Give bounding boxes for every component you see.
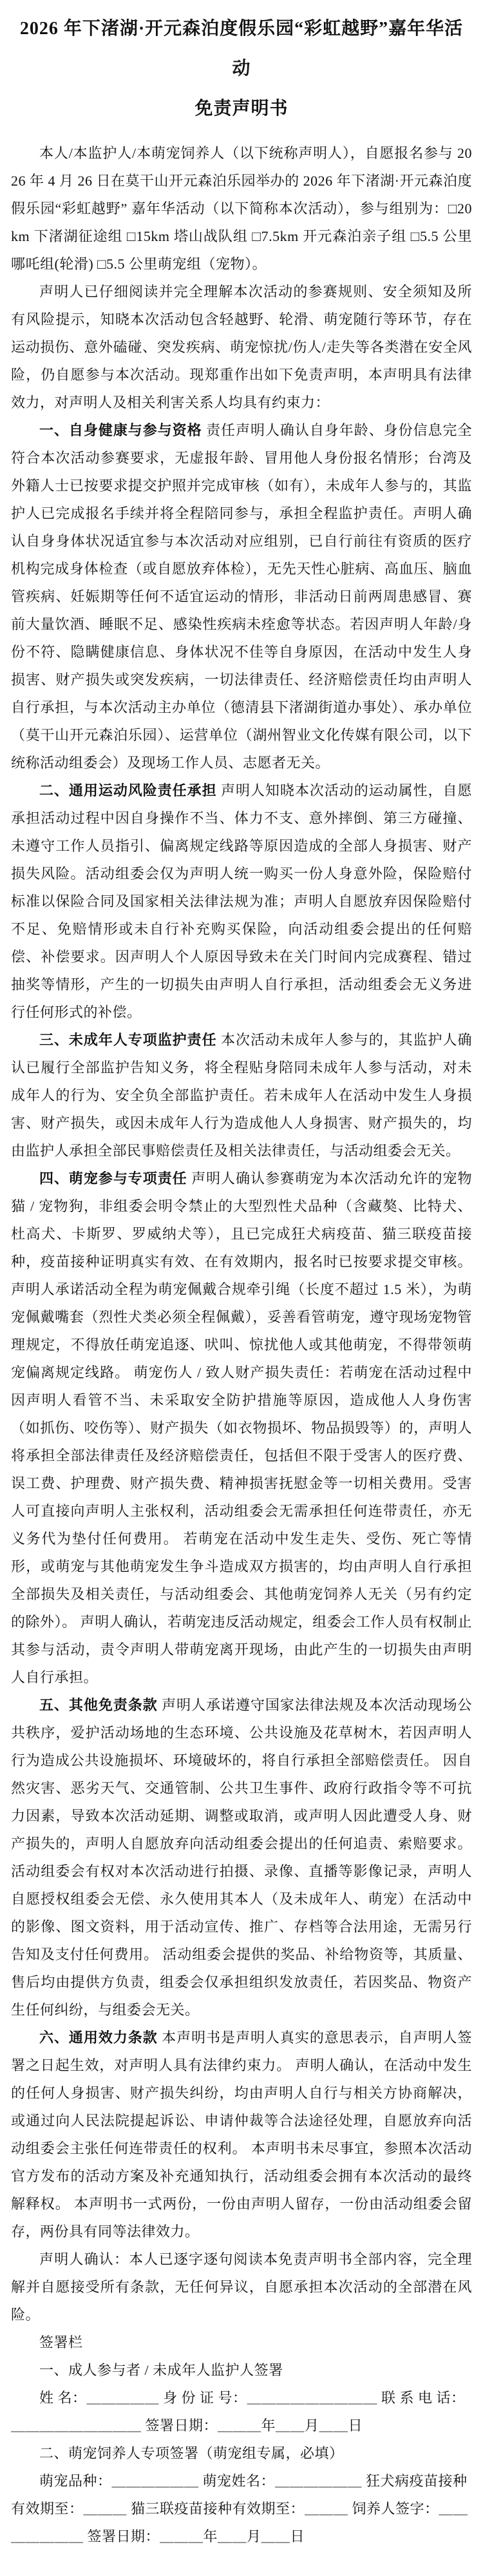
section-heading: 五、其他免责条款 bbox=[39, 1697, 158, 1713]
paragraph: 六、通用效力条款 本声明书是声明人真实的意思表示，自声明人签署之日起生效，对声明人具有法律约束力。 声明人确认，在活动中发生的任何人身损害、财产损失纠纷，均由声明人自行与相关方协商解决，或通过向人民法院提起诉讼、申请仲裁等合法途径处理，自愿放弃向活动组委会主张任何连带责任的权利。 本声明书未尽事宜，参照本次活动官方发布的活动方案及补充通知执行，活动组委会拥有本次活动的最终解释权。 本声明书一式两份，一份由声明人留存，一份由活动组委会留存，两份具有同等法律效力。 bbox=[11, 2029, 472, 2240]
paragraph: 二、通用运动风险责任承担 声明人知晓本次活动的运动属性，自愿承担活动过程中因自身操作不当、体力不支、意外摔倒、第三方碰撞、未遵守工作人员指引、偏离规定线路等原因造成的全部人身损害、财产损失风险。活动组委会仅为声明人统一购买一份人身意外险，保险赔付标准以保险合同及国家相关法律法规为准；声明人自愿放弃因保险赔付不足、免赔情形或未自行补充购买保险，向活动组委会提出的任何赔偿、补偿要求。因声明人个人原因导致未在关门时间内完成赛程、错过抽奖等情形，产生的一切损失由声明人自行承担，活动组委会无义务进行任何形式的补偿。 bbox=[11, 782, 472, 1020]
paragraph: 三、未成年人专项监护责任 本次活动未成年人参与的，其监护人确认已履行全部监护告知义务，将全程贴身陪同未成年人参与活动，对未成年人的行为、安全负全部监护责任。若未成年人在活动中发生人身损害、财产损失，或因未成年人行为造成他人人身损害、财产损失的，均由监护人承担全部民事赔偿责任及相关法律责任，与活动组委会无关。 bbox=[11, 1032, 472, 1159]
paragraph: 一、自身健康与参与资格 责任声明人确认自身年龄、身份信息完全符合本次活动参赛要求，无虚报年龄、冒用他人身份报名情形；台湾及外籍人士已按要求提交护照并完成审核（如有），未成年人参与的，其监护人已完成报名手续并将全程陪同参与，承担全程监护责任。声明人确认自身身体状况适宜参与本次活动对应组别，已自行前往有资质的医疗机构完成身体检查（或自愿放弃体检），无先天性心脏病、高血压、脑血管疾病、妊娠期等任何不适宜运动的情形，非活动日前两周患感冒、赛前大量饮酒、睡眠不足、感染性疾病未痊愈等状态。若因声明人年龄/身份不符、隐瞒健康信息、身体状况不佳等自身原因，在活动中发生人身损害、财产损失或突发疾病，一切法律责任、经济赔偿责任均由声明人自行承担，与本次活动主办单位（德清县下渚湖街道办事处）、承办单位（莫干山开元森泊乐园）、运营单位（湖州智业文化传媒有限公司，以下统称活动组委会）及现场工作人员、志愿者无关。 bbox=[11, 422, 472, 771]
document-title-line1: 2026 年下渚湖·开元森泊度假乐园“彩虹越野”嘉年华活动 bbox=[19, 19, 464, 79]
paragraph-list bbox=[11, 139, 472, 2329]
paragraph: 四、萌宠参与专项责任 声明人确认参赛萌宠为本次活动允许的宠物猫 / 宠物狗，非组委会明令禁止的大型烈性犬品种（含藏獒、比特犬、杜高犬、卡斯罗、罗威纳犬等），且已完成狂犬病疫苗、猫三联疫苗接种，疫苗接种证明真实有效、在有效期内，报名时已按要求提交审核。声明人承诺活动全程为萌宠佩戴合规牵引绳（长度不超过 1.5 米），为萌宠佩戴嘴套（烈性犬类必须全程佩戴），妥善看管萌宠，遵守现场宠物管理规定，不得放任萌宠追逐、吠叫、惊扰他人或其他萌宠，不得带领萌宠偏离规定线路。 萌宠伤人 / 致人财产损失责任：若萌宠在活动过程中因声明人看管不当、未采取安全防护措施等原因，造成他人人身伤害（如抓伤、咬伤等）、财产损失（如衣物损坏、物品损毁等）的，声明人将承担全部法律责任及经济赔偿责任，包括但不限于受害人的医疗费、误工费、护理费、财产损失费、精神损害抚慰金等一切相关费用。受害人可直接向声明人主张权利，活动组委会无需承担任何连带责任，亦无义务代为垫付任何费用。 若萌宠在活动中发生走失、受伤、死亡等情形，或萌宠与其他萌宠发生争斗造成双方损害的，均由声明人自行承担全部损失及相关责任，与活动组委会、其他萌宠饲养人无关（另有约定的除外）。 声明人确认，若萌宠违反活动规定，组委会工作人员有权制止其参与活动，责令声明人带萌宠离开现场，由此产生的一切损失由声明人自行承担。 bbox=[11, 1170, 472, 1685]
signature-block-title: 签署栏 bbox=[39, 2334, 83, 2350]
section-heading: 四、萌宠参与专项责任 bbox=[39, 1170, 187, 1186]
signature-adult-heading: 一、成人参与者 / 未成年人监护人签署 bbox=[39, 2362, 283, 2378]
section-heading: 六、通用效力条款 bbox=[39, 2029, 158, 2046]
paragraph: 本人/本监护人/本萌宠饲养人（以下统称声明人），自愿报名参与 2026 年 4 月 26 日在莫干山开元森泊乐园举办的 2026 年下渚湖·开元森泊度假乐园“彩虹越野” 嘉年华活动（以下简称本次活动），参与组别为：□20km 下渚湖征途组 □15km 塔山战队组 □7.5km 开元森泊亲子组 □5.5 公里哪吒组(轮滑) □5.5 公里萌宠组（宠物）。 bbox=[11, 145, 472, 272]
signature-pet-fields: 萌宠品种：＿＿＿＿＿＿ 萌宠姓名：＿＿＿＿＿＿ 狂犬病疫苗接种有效期至：＿＿＿ 猫三联疫苗接种有效期至：＿＿＿ 饲养人签字：＿＿＿＿＿＿＿ 签署日期：＿＿＿年＿＿月＿＿日 bbox=[11, 2473, 468, 2544]
paragraph: 声明人已仔细阅读并完全理解本次活动的参赛规则、安全须知及所有风险提示，知晓本次活动包含轻越野、轮滑、萌宠随行等环节，存在运动损伤、意外磕碰、突发疾病、萌宠惊扰/伤人/走失等各类潜在安全风险，仍自愿参与本次活动。现郑重作出如下免责声明，本声明具有法律效力，对声明人及相关利害关系人均具有约束力： bbox=[11, 284, 472, 411]
paragraph: 声明人确认：本人已逐字逐句阅读本免责声明书全部内容，完全理解并自愿接受所有条款，无任何异议，自愿承担本次活动的全部潜在风险。 bbox=[11, 2251, 472, 2323]
section-heading: 三、未成年人专项监护责任 bbox=[39, 1032, 217, 1048]
signature-pet-heading: 二、萌宠饲养人专项签署（萌宠组专属，必填） bbox=[39, 2445, 344, 2461]
signature-section bbox=[11, 2329, 472, 2550]
section-heading: 一、自身健康与参与资格 bbox=[39, 422, 202, 438]
paragraph: 五、其他免责条款 声明人承诺遵守国家法律法规及本次活动现场公共秩序，爱护活动场地的生态环境、公共设施及花草树木，若因声明人行为造成公共设施损坏、环境破坏的，将自行承担全部赔偿责任。 因自然灾害、恶劣天气、交通管制、公共卫生事件、政府行政指令等不可抗力因素，导致本次活动延期、调整或取消，或声明人因此遭受人身、财产损失的，声明人自愿放弃向活动组委会提出的任何追责、索赔要求。 活动组委会有权对本次活动进行拍摄、录像、直播等影像记录，声明人自愿授权组委会无偿、永久使用其本人（及未成年人、萌宠）在活动中的影像、图文资料，用于活动宣传、推广、存档等合法用途，无需另行告知及支付任何费用。 活动组委会提供的奖品、补给物资等，其质量、售后均由提供方负责，组委会仅承担组织发放责任，若因奖品、物资产生任何纠纷，与组委会无关。 bbox=[11, 1697, 472, 2018]
signature-adult-fields: 姓 名：＿＿＿＿＿ 身 份 证 号：＿＿＿＿＿＿＿＿＿ 联 系 电 话：＿＿＿＿＿＿＿＿＿ 签署日期：＿＿＿年＿＿月＿＿日 bbox=[11, 2390, 466, 2434]
section-heading: 二、通用运动风险责任承担 bbox=[39, 782, 217, 799]
document-title-line2: 免责声明书 bbox=[194, 99, 289, 119]
